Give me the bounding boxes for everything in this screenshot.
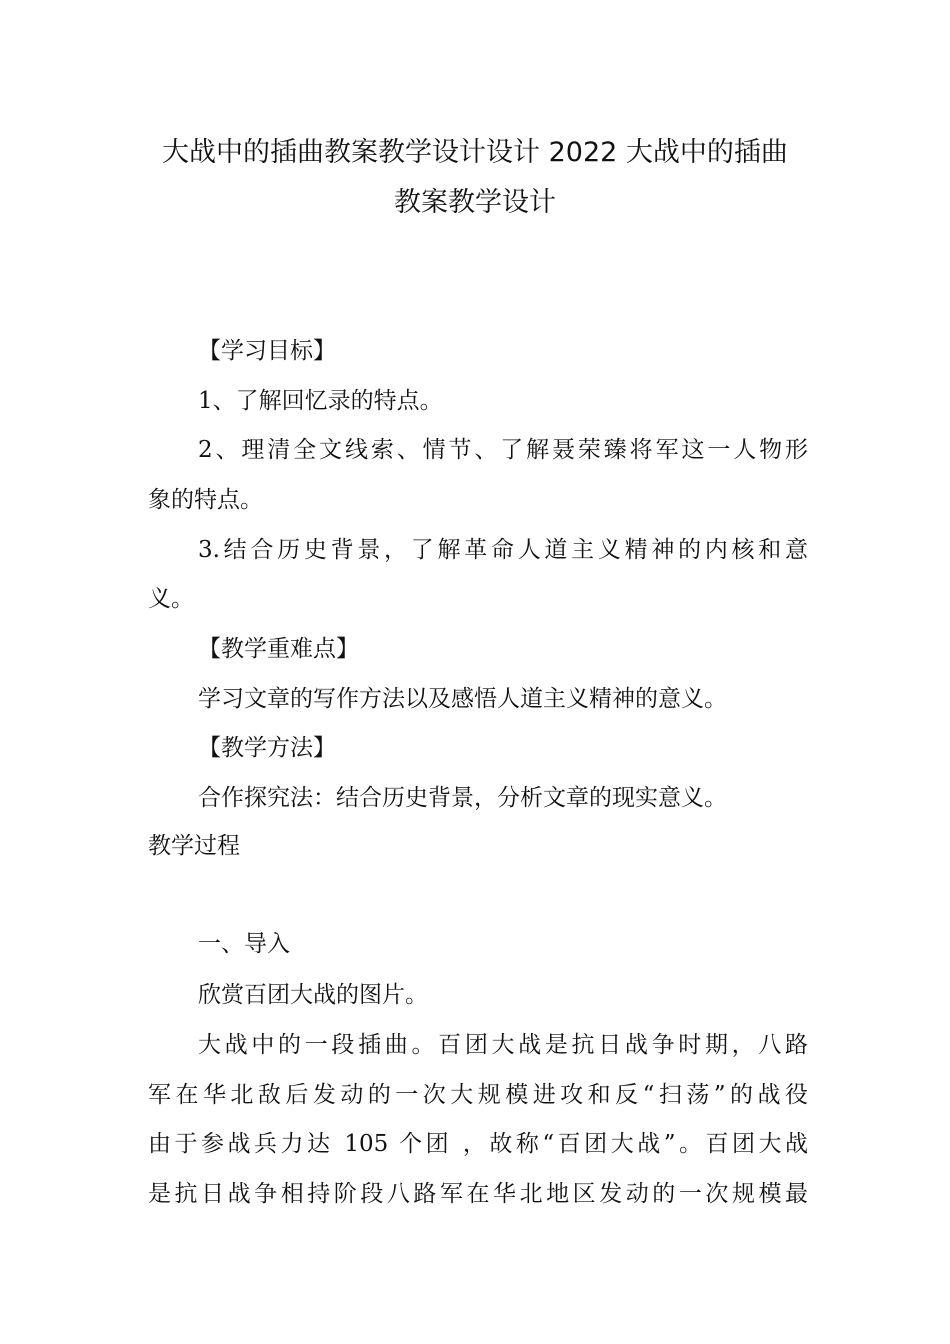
paragraph-line-1: 大战中的一段插曲。百团大战是抗日战争时期，八路: [198, 1032, 808, 1058]
objective-2: 2、理清全文线索、情节、了解聂荣臻将军这一人物形: [198, 437, 808, 463]
title-line-1: 大战中的插曲教案教学设计设计 2022 大战中的插曲: [162, 137, 788, 168]
step-1-text: 欣赏百团大战的图片。: [198, 982, 428, 1008]
objective-1: 1、了解回忆录的特点。: [198, 388, 443, 414]
objective-3-cont: 义。: [148, 586, 194, 612]
key-points-text: 学习文章的写作方法以及感悟人道主义精神的意义。: [198, 686, 727, 712]
section-heading-key-points: 【教学重难点】: [198, 636, 359, 662]
section-heading-process: 教学过程: [148, 833, 240, 859]
section-heading-methods: 【教学方法】: [198, 735, 336, 761]
step-1-heading: 一、导入: [198, 931, 290, 957]
title-line-2: 教案教学设计: [394, 187, 556, 218]
paragraph-line-2: 军在华北敌后发动的一次大规模进攻和反“扫荡”的战役: [148, 1082, 808, 1108]
paragraph-line-4: 是抗日战争相持阶段八路军在华北地区发动的一次规模最: [148, 1181, 808, 1207]
objective-3: 3.结合历史背景，了解革命人道主义精神的内核和意: [198, 537, 808, 563]
paragraph-line-3: 由于参战兵力达 105 个团 ，故称“百团大战”。百团大战: [148, 1131, 808, 1157]
section-heading-objectives: 【学习目标】: [198, 338, 336, 364]
methods-text: 合作探究法：结合历史背景，分析文章的现实意义。: [198, 785, 727, 811]
document-title: [130, 128, 820, 228]
objective-2-cont: 象的特点。: [148, 487, 263, 513]
